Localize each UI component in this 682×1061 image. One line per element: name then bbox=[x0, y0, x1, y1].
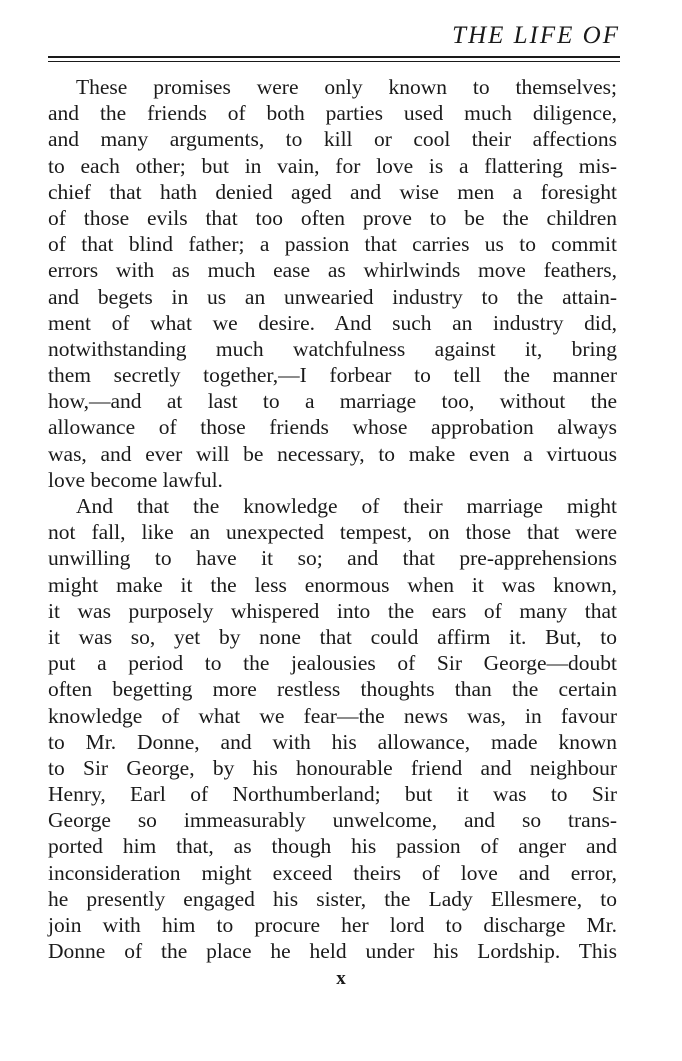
text-line: Donne of the place he held under his Lordship. This bbox=[48, 939, 617, 964]
text-line: unwilling to have it so; and that pre-apprehensions bbox=[48, 546, 617, 571]
text-line: Henry, Earl of Northumberland; but it was to Sir bbox=[48, 782, 617, 807]
text-line: of those evils that too often prove to be the children bbox=[48, 205, 617, 230]
text-line: love become lawful. bbox=[48, 467, 223, 492]
text-line: and the friends of both parties used much diligence, bbox=[48, 101, 617, 126]
text-line: them secretly together,—I forbear to tell the manner bbox=[48, 363, 617, 388]
text-line: inconsideration might exceed theirs of love and error, bbox=[48, 860, 617, 885]
text-line: he presently engaged his sister, the Lady Ellesmere, to bbox=[48, 886, 617, 911]
header-rule-thin bbox=[48, 61, 620, 62]
text-line: how,—and at last to a marriage too, without the bbox=[48, 389, 617, 414]
text-line: ported him that, as though his passion of anger and bbox=[48, 834, 617, 859]
text-line: allowance of those friends whose approbation always bbox=[48, 415, 617, 440]
text-line: to Sir George, by his honourable friend and neighbour bbox=[48, 755, 617, 780]
text-line: chief that hath denied aged and wise men a foresight bbox=[48, 179, 617, 204]
text-line: notwithstanding much watchfulness against it, bring bbox=[48, 336, 617, 361]
text-line: join with him to procure her lord to discharge Mr. bbox=[48, 913, 617, 937]
text-line: errors with as much ease as whirlwinds move feathers, bbox=[48, 258, 617, 283]
text-line: often begetting more restless thoughts than the certain bbox=[48, 677, 617, 702]
header-rule bbox=[48, 56, 620, 58]
text-line: might make it the less enormous when it was known, bbox=[48, 572, 617, 597]
text-line: put a period to the jealousies of Sir George—doubt bbox=[48, 651, 617, 676]
text-line: And that the knowledge of their marriage might bbox=[76, 494, 617, 518]
text-line: not fall, like an unexpected tempest, on those that were bbox=[48, 520, 617, 545]
text-line: George so immeasurably unwelcome, and so trans- bbox=[48, 808, 617, 833]
text-line: was, and ever will be necessary, to make even a virtuous bbox=[48, 441, 617, 466]
body-text bbox=[48, 74, 617, 964]
text-line: and begets in us an unwearied industry to the attain- bbox=[48, 284, 617, 309]
text-line: it was purposely whispered into the ears of many that bbox=[48, 598, 617, 623]
text-line: to each other; but in vain, for love is a flattering mis- bbox=[48, 153, 617, 178]
text-line: of that blind father; a passion that carries us to commit bbox=[48, 232, 617, 257]
page-number: x bbox=[336, 968, 346, 989]
text-line: to Mr. Donne, and with his allowance, made known bbox=[48, 729, 617, 754]
text-line: knowledge of what we fear—the news was, in favour bbox=[48, 703, 617, 728]
running-head: THE LIFE OF bbox=[452, 22, 620, 49]
text-line: and many arguments, to kill or cool their affections bbox=[48, 127, 617, 152]
text-line: These promises were only known to themselves; bbox=[76, 75, 617, 99]
text-line: it was so, yet by none that could affirm it. But, to bbox=[48, 624, 617, 649]
text-line: ment of what we desire. And such an industry did, bbox=[48, 310, 617, 335]
